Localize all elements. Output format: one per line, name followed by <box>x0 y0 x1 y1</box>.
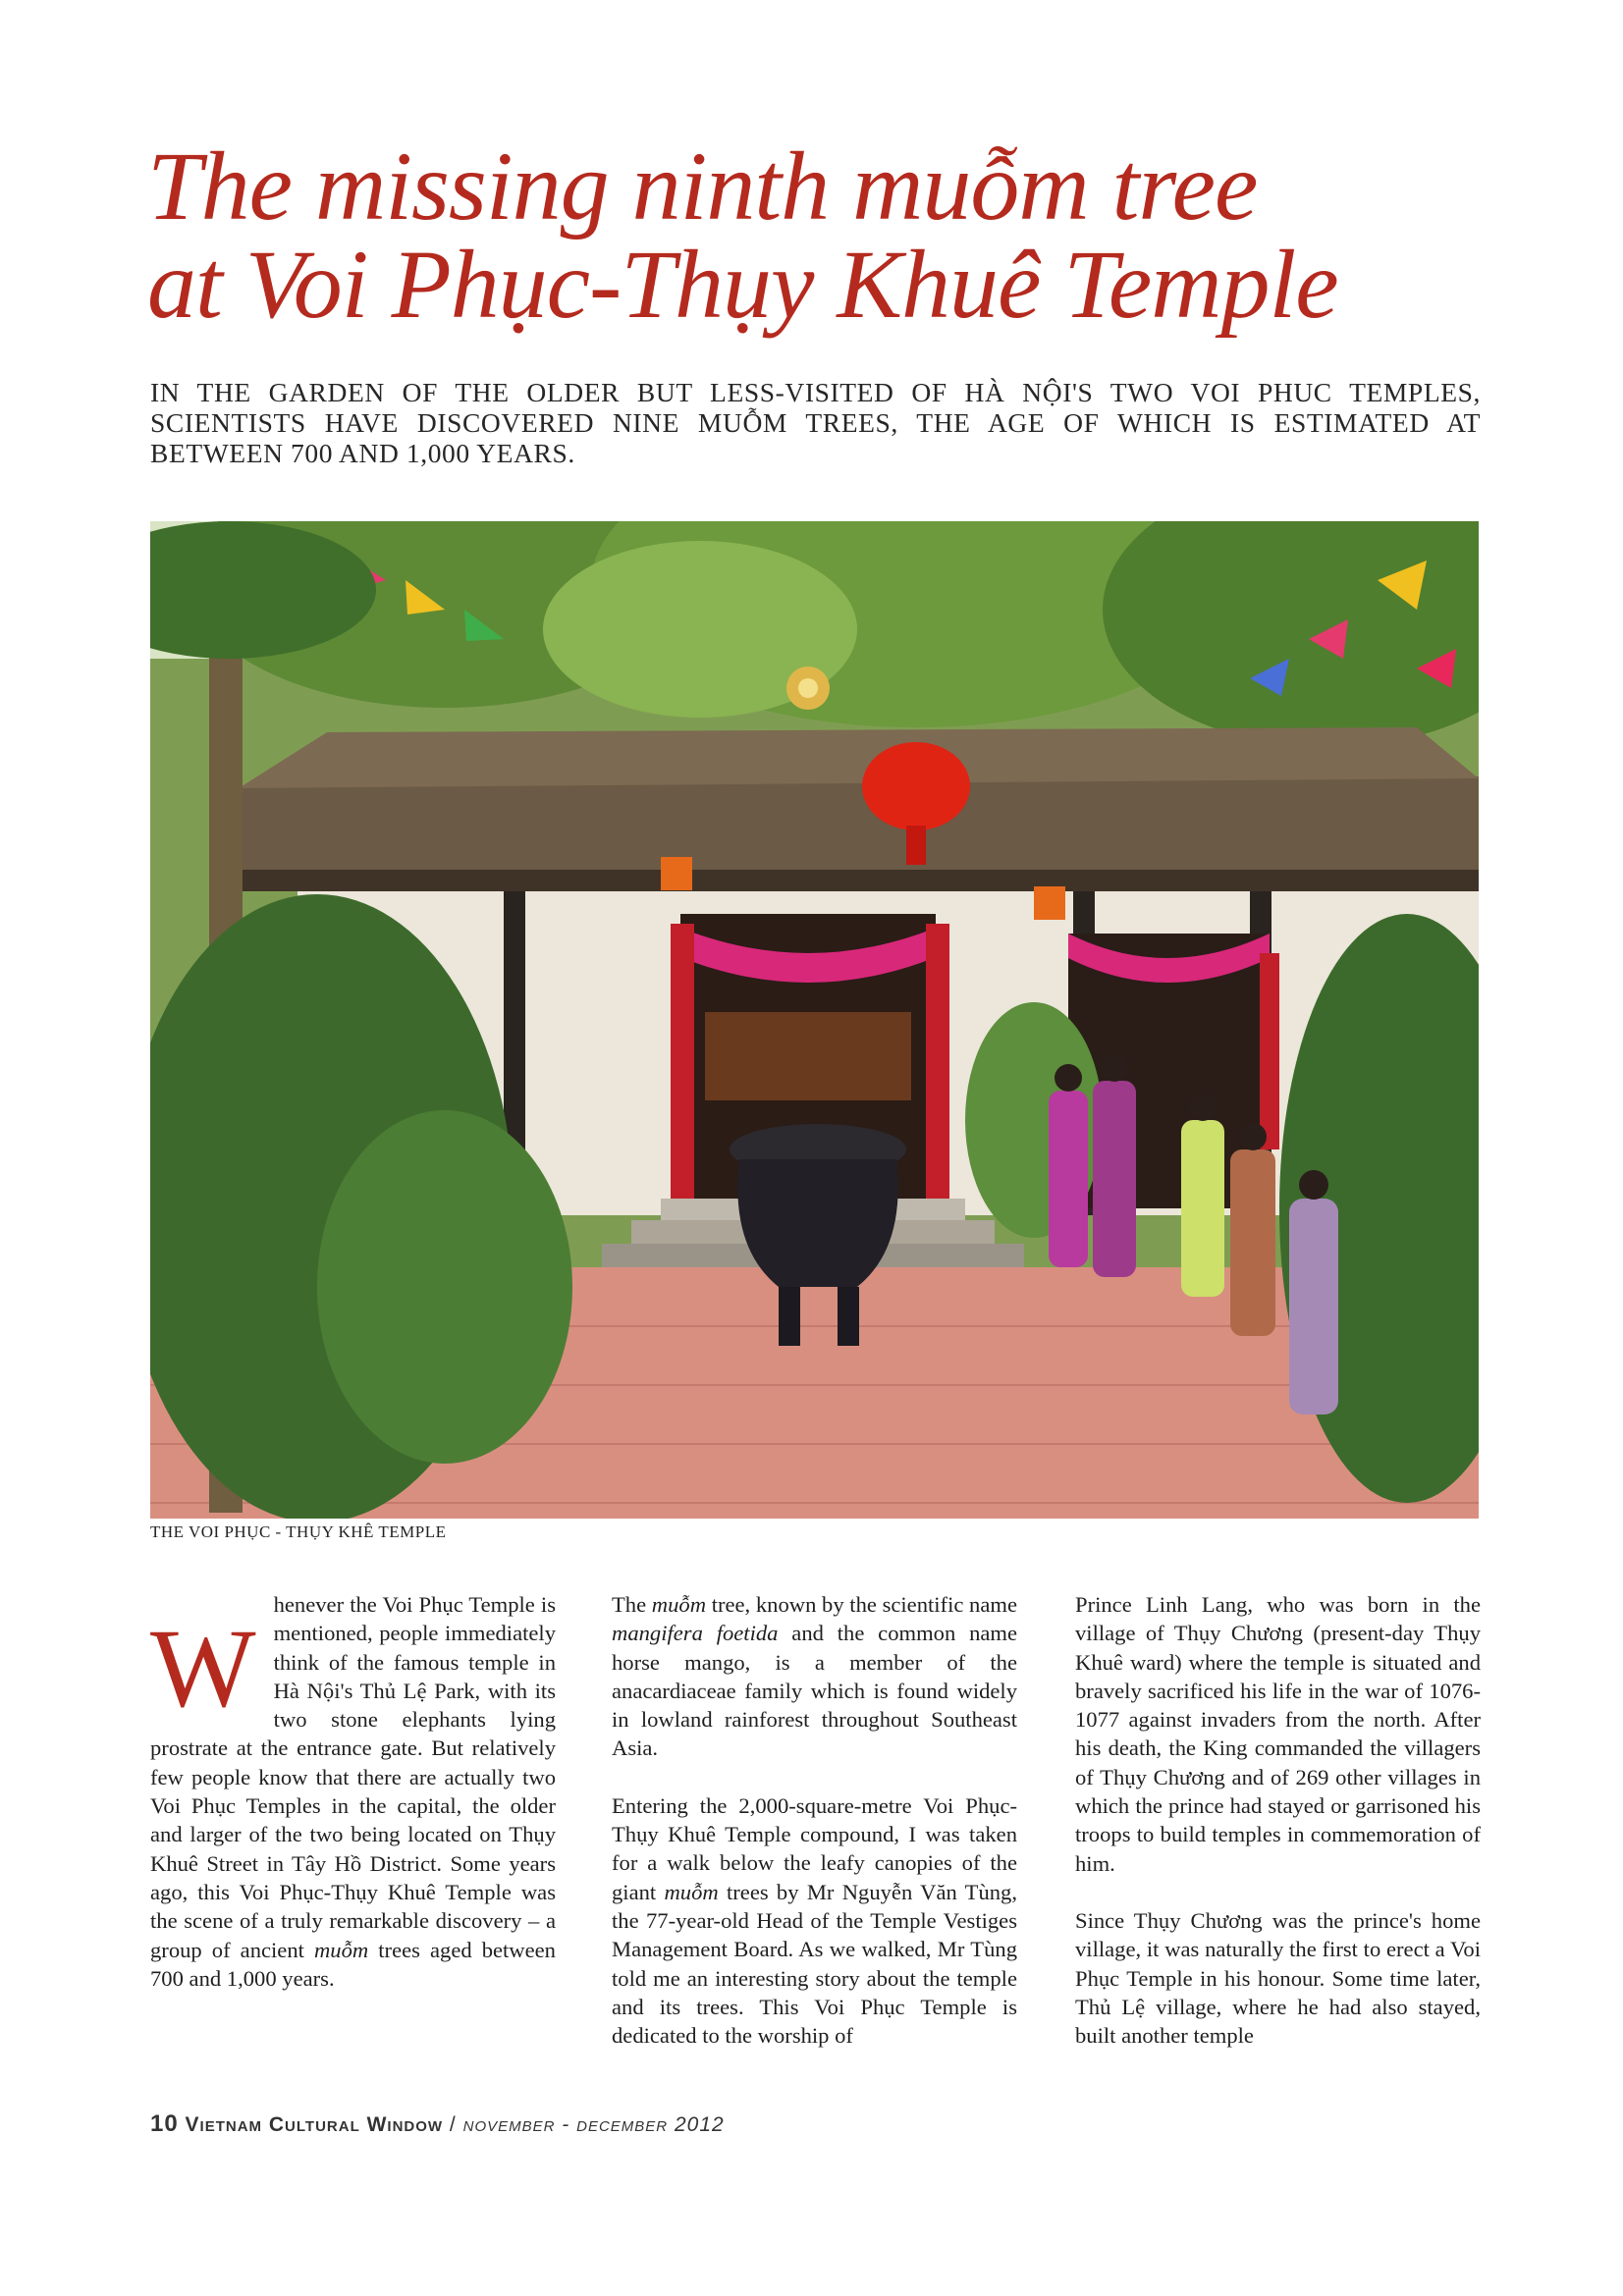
paragraph <box>150 1590 556 1993</box>
text-run: trees by Mr Nguyễn Văn Tùng, the 77-year-old Head of the Temple Vestiges Management Board. As we walked, Mr Tùng told me an interesting story about the temple and its trees. This Voi Phục Temple is dedicated to the worship of <box>612 1879 1017 2049</box>
paragraph: Since Thụy Chương was the prince's home village, it was naturally the first to erect a Voi Phục Temple in his honour. Some time later, Thủ Lệ village, where he had also stayed, built another temple <box>1075 1907 1481 2049</box>
paragraph <box>612 1590 1017 1763</box>
article-title <box>147 132 1522 339</box>
text-run: and the common name horse mango, is a member of the anacardiaceae family which is found widely in lowland rainforest throughout Southeast Asia. <box>612 1621 1018 1761</box>
text-run: henever the Voi Phục Temple is mentioned, people immediately think of the famous temple in Hà Nội's Thủ Lệ Park, with its two stone elephants lying prostrate at the entrance gate. But relatively few people know that there are actually two Voi Phục Temples in the capital, the older and larger of the two being located on Thụy Khuê Street in Tây Hồ District. Some years ago, this Voi Phục-Thụy Khuê Temple was the scene of a truly remarkable discovery – a group of ancient <box>150 1592 556 1962</box>
body-column-3 <box>1075 1590 1481 2050</box>
standfirst: IN THE GARDEN OF THE OLDER BUT LESS-VISITED OF HÀ NỘI'S TWO VOI PHUC TEMPLES, SCIENTISTS HAVE DISCOVERED NINE MUỖM TREES, THE AGE OF WHICH IS ESTIMATED AT BETWEEN 700 AND 1,000 YEARS. <box>150 377 1481 468</box>
drop-cap: W <box>150 1606 256 1731</box>
text-run: tree, known by the scientific name <box>706 1592 1017 1617</box>
temple-photo <box>150 521 1479 1519</box>
text-run: Entering the 2,000-square-metre Voi Phục-Thụy Khuê Temple compound, I was taken for a walk below the leafy canopies of the giant <box>612 1792 1017 1904</box>
text-run: trees aged between 700 and 1,000 years. <box>150 1937 556 1991</box>
footer-separator: / <box>449 2113 457 2136</box>
body-column-1 <box>150 1590 556 1993</box>
text-run: The <box>612 1592 652 1617</box>
italic-term: muỗm <box>651 1592 707 1617</box>
page-number: 10 <box>150 2110 179 2137</box>
paragraph <box>612 1791 1017 2051</box>
italic-term: mangifera foetida <box>612 1621 779 1646</box>
body-column-2 <box>612 1590 1017 2050</box>
title-line-2: at Voi Phục-Thụy Khuê Temple <box>147 230 1338 339</box>
title-line-1: The missing ninth muỗm tree <box>147 132 1258 240</box>
italic-term: muỗm <box>664 1879 719 1904</box>
paragraph: Prince Linh Lang, who was born in the village of Thụy Chương (present-day Thụy Khuê ward) where the temple is situated and bravely sacrificed his life in the war of 1076-1077 against invaders from the north. After his death, the King commanded the villagers of Thụy Chương and of 269 other villages in which the prince had stayed or garrisoned his troops to build temples in commemoration of him. <box>1075 1592 1481 1876</box>
page-footer <box>150 2110 725 2138</box>
magazine-name: Vietnam Cultural Window <box>185 2113 444 2136</box>
photo-caption: THE VOI PHỤC - THỤY KHÊ TEMPLE <box>150 1522 447 1541</box>
italic-term: muỗm <box>313 1937 369 1962</box>
issue-date: november - december 2012 <box>462 2113 725 2136</box>
